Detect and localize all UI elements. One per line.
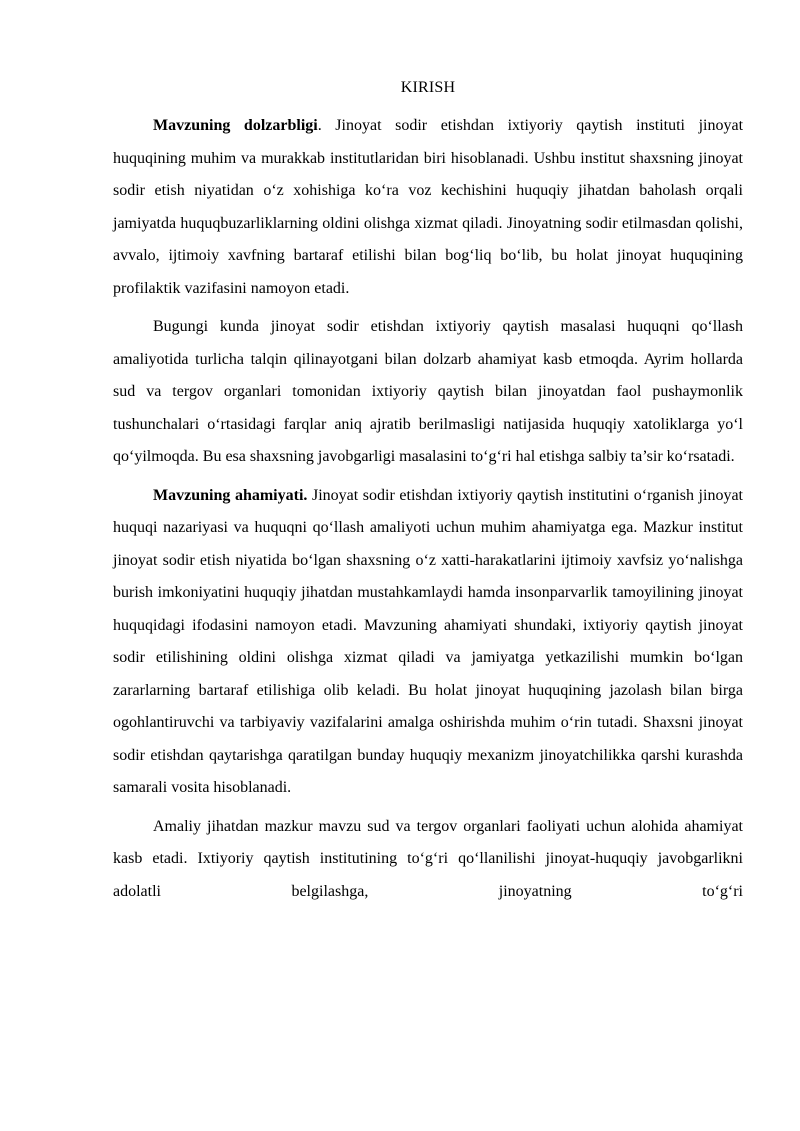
paragraph-text: . Jinoyat sodir etishdan ixtiyoriy qaytish instituti jinoyat huquqining muhim va murakkab institutlaridan biri hisoblanadi. Ushbu institut shaxsning jinoyat sodir etish niyatidan o‘z xohishiga ko‘ra voz kechishini huquqiy jihatdan baholash orqali jamiyatda huquqbuzarliklarning oldini olishga xizmat qiladi. Jinoyatning sodir etilmasdan qolishi, avvalo, ijtimoiy xavfning bartaraf etilishi bilan bog‘liq bo‘lib, bu holat jinoyat huquqining profilaktik vazifasini namoyon etadi. [113, 117, 744, 297]
paragraph-text: Jinoyat sodir etishdan ixtiyoriy qaytish institutini o‘rganish jinoyat huquqi nazariyasi va huquqni qo‘llash amaliyoti uchun muhim ahamiyatga ega. Mazkur institut jinoyat sodir etish niyatida bo‘lgan shaxsning o‘z xatti-harakatlarini ijtimoiy xavfsiz yo‘nalishga burish imkoniyatini huquqiy jihatdan mustahkamlaydi hamda insonparvarlik tamoyilining jinoyat huquqidagi ifodasini namoyon etadi. Mavzuning ahamiyati shundaki, ixtiyoriy qaytish jinoyat sodir etilishining oldini olishga xizmat qiladi va jamiyatga yetkazilishi mumkin bo‘lgan zararlarning bartaraf etilishiga olib keladi. Bu holat jinoyat huquqining jazolash bilan birga ogohlantiruvchi va tarbiyaviy vazifalarini amalga oshirishda muhim o‘rin tutadi. Shaxsni jinoyat sodir etishdan qaytarishga qaratilgan bunday huquqiy mexanizm jinoyatchilikka qarshi kurashda samarali vosita hisoblanadi. [113, 486, 743, 796]
paragraph-text: Amaliy jihatdan mazkur mavzu sud va tergov organlari faoliyati uchun alohida ahamiyat kasb etadi. Ixtiyoriy qaytish institutining to‘g‘ri qo‘llanilishi jinoyat-huquqiy javobgarlikni adolatli belgilashga, jinoyatning to‘g‘ri [113, 817, 743, 900]
paragraph-text: Bugungi kunda jinoyat sodir etishdan ixtiyoriy qaytish masalasi huquqni qo‘llash amaliyotida turlicha talqin qilinayotgani bilan dolzarb ahamiyat kasb etmoqda. Ayrim hollarda sud va tergov organlari tomonidan ixtiyoriy qaytish bilan jinoyatdan faol pushaymonlik tushunchalari o‘rtasidagi farqlar aniq ajratib berilmasligi natijasida huquqiy xatoliklarga yo‘l qo‘yilmoqda. Bu esa shaxsning javobgarligi masalasini to‘g‘ri hal etishga salbiy ta’sir ko‘rsatadi. [113, 318, 743, 465]
section-title: KIRISH [400, 79, 456, 96]
paragraph-lead: Mavzuning dolzarbligi [153, 117, 318, 134]
paragraph-practical [113, 811, 743, 909]
paragraph-current-practice [113, 311, 743, 474]
paragraph-lead: Mavzuning ahamiyati. [153, 486, 308, 504]
paragraph-importance [113, 480, 743, 805]
paragraph-relevance [113, 110, 743, 305]
document-page [113, 72, 743, 914]
